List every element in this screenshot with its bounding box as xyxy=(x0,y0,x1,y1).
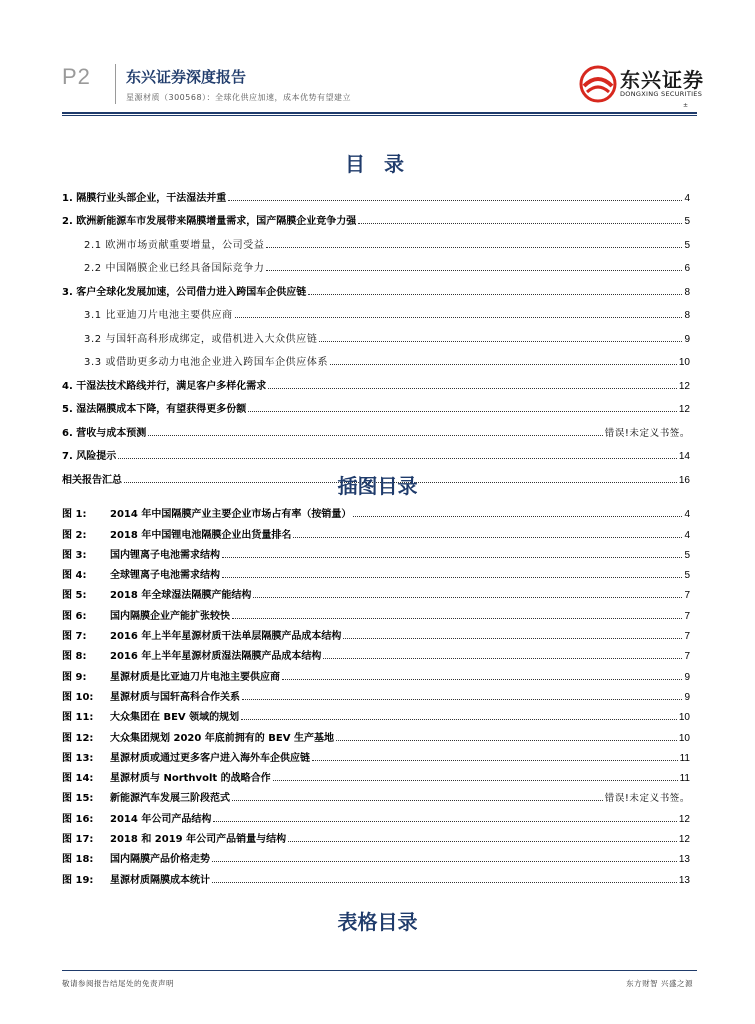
figure-entry[interactable] xyxy=(62,581,690,601)
toc-entry-page: 10 xyxy=(678,357,690,368)
figure-entry-page: 7 xyxy=(684,610,690,622)
dot-leader xyxy=(330,364,677,365)
figure-entry-label: 2018 和 2019 年公司产品销量与结构 xyxy=(110,834,287,846)
dot-leader xyxy=(266,270,682,271)
toc-entry-label: 6. 营收与成本预测 xyxy=(62,427,147,439)
figure-entry-number: 图 8: xyxy=(62,651,87,663)
figure-entry[interactable] xyxy=(62,744,690,764)
figures-list xyxy=(62,500,690,886)
toc-entry-page: 5 xyxy=(684,216,690,227)
toc-entry[interactable] xyxy=(62,227,690,251)
toc-entry-page: 8 xyxy=(684,310,690,321)
figure-entry-label: 大众集团规划 2020 年底前拥有的 BEV 生产基地 xyxy=(110,732,334,744)
figure-entry-number: 图 7: xyxy=(62,631,87,643)
toc-entry-label: 3.2 与国轩高科形成绑定，或借机进入大众供应链 xyxy=(84,333,318,345)
figure-entry-number: 图 2: xyxy=(62,529,87,541)
figure-entry[interactable] xyxy=(62,662,690,682)
figure-entry-page: 12 xyxy=(678,813,690,825)
toc-entry[interactable] xyxy=(62,415,690,439)
toc-entry-page: 错误!未定义书签。 xyxy=(604,427,690,439)
figure-entry-number: 图 9: xyxy=(62,671,87,683)
figure-entry[interactable] xyxy=(62,520,690,540)
dot-leader xyxy=(228,200,682,201)
toc-entry[interactable] xyxy=(62,204,690,228)
figure-entry-number: 图 19: xyxy=(62,874,94,886)
toc-entry-label: 2. 欧洲新能源车市发展带来隔膜增量需求，国产隔膜企业竞争力强 xyxy=(62,216,357,227)
figure-entry-page: 10 xyxy=(678,712,690,724)
dot-leader xyxy=(293,537,682,538)
toc-title: 目 录 xyxy=(345,152,410,176)
figure-entry-number: 图 6: xyxy=(62,610,87,622)
figure-entry-page: 5 xyxy=(684,549,690,561)
figure-entry[interactable] xyxy=(62,500,690,520)
figure-entry-label: 国内锂离子电池需求结构 xyxy=(110,549,220,561)
figure-entry-label: 全球锂离子电池需求结构 xyxy=(110,570,220,582)
figure-entry-number: 图 12: xyxy=(62,732,94,744)
figure-entry-label: 2014 年公司产品结构 xyxy=(110,813,212,825)
dot-leader xyxy=(118,458,677,459)
dot-leader xyxy=(288,841,677,842)
figure-entry[interactable] xyxy=(62,622,690,642)
dot-leader xyxy=(353,516,682,517)
figure-entry-label: 大众集团在 BEV 领域的规划 xyxy=(110,712,240,724)
dot-leader xyxy=(235,317,683,318)
figure-entry-page: 9 xyxy=(684,671,690,683)
dot-leader xyxy=(312,760,678,761)
dot-leader xyxy=(273,780,678,781)
dot-leader xyxy=(268,388,677,389)
figure-entry-page: 9 xyxy=(684,691,690,703)
page-number: P2 xyxy=(62,64,91,89)
figure-entry-page: 5 xyxy=(684,570,690,582)
toc-entry-page: 8 xyxy=(684,286,690,298)
toc-entry[interactable] xyxy=(62,180,690,204)
figure-entry-label: 星源材质与 Northvolt 的战略合作 xyxy=(110,773,271,785)
toc-entry[interactable] xyxy=(62,274,690,298)
toc-entry-page: 9 xyxy=(684,333,690,345)
figure-entry-number: 图 17: xyxy=(62,834,94,846)
toc-entry-page: 4 xyxy=(684,192,690,204)
header-rule-thin xyxy=(62,115,697,116)
figure-entry[interactable] xyxy=(62,683,690,703)
logo-text-en: DONGXING SECURITIES xyxy=(620,90,703,98)
figure-entry-number: 图 11: xyxy=(62,712,94,724)
toc-entry[interactable] xyxy=(62,439,690,463)
figure-entry[interactable] xyxy=(62,541,690,561)
figure-entry-number: 图 14: xyxy=(62,773,94,785)
dot-leader xyxy=(319,341,682,342)
dot-leader xyxy=(242,699,682,700)
toc-list xyxy=(62,180,690,486)
dot-leader xyxy=(212,882,677,883)
dot-leader xyxy=(148,435,603,436)
toc-entry-label: 5. 湿法隔膜成本下降，有望获得更多份额 xyxy=(62,404,247,415)
dot-leader xyxy=(222,557,682,558)
figure-entry-number: 图 5: xyxy=(62,590,87,602)
dot-leader xyxy=(358,223,682,224)
toc-entry-page: 6 xyxy=(684,263,690,274)
figure-entry[interactable] xyxy=(62,723,690,743)
toc-entry[interactable] xyxy=(62,345,690,369)
toc-entry-label: 1. 隔膜行业头部企业，干法湿法并重 xyxy=(62,192,227,204)
header-rule xyxy=(62,112,697,114)
toc-entry-page: 5 xyxy=(684,239,690,251)
figure-entry-label: 国内隔膜产品价格走势 xyxy=(110,854,210,866)
figure-entry[interactable] xyxy=(62,642,690,662)
figure-entry-page: 13 xyxy=(678,854,690,866)
toc-entry-label: 3. 客户全球化发展加速，公司借力进入跨国车企供应链 xyxy=(62,286,307,298)
toc-entry-page: 12 xyxy=(678,404,690,415)
toc-entry-page: 12 xyxy=(678,380,690,392)
figure-entry[interactable] xyxy=(62,784,690,804)
figure-entry[interactable] xyxy=(62,804,690,824)
figure-entry-label: 2018 年中国锂电池隔膜企业出货量排名 xyxy=(110,529,292,541)
toc-entry[interactable] xyxy=(62,392,690,416)
dot-leader xyxy=(266,247,682,248)
figure-entry-label: 星源材质或通过更多客户进入海外车企供应链 xyxy=(110,752,310,764)
toc-entry-page: 16 xyxy=(678,474,690,486)
toc-entry-label: 3.3 或借助更多动力电池企业进入跨国车企供应体系 xyxy=(84,357,329,368)
figure-entry[interactable] xyxy=(62,865,690,885)
figure-entry[interactable] xyxy=(62,764,690,784)
dot-leader xyxy=(241,719,677,720)
figure-entry-label: 星源材质与国轩高科合作关系 xyxy=(110,691,240,703)
figure-entry-page: 13 xyxy=(678,874,690,886)
figure-entry-page: 10 xyxy=(678,732,690,744)
figure-entry-number: 图 3: xyxy=(62,549,87,561)
figure-entry-page: 11 xyxy=(679,773,690,785)
toc-entry[interactable] xyxy=(62,298,690,322)
figure-entry-number: 图 18: xyxy=(62,854,94,866)
dot-leader xyxy=(323,658,682,659)
figure-entry-page: 4 xyxy=(684,509,690,521)
toc-entry-label: 2.1 欧洲市场贡献重要增量，公司受益 xyxy=(84,239,265,251)
dot-leader xyxy=(282,679,682,680)
figure-entry-number: 图 13: xyxy=(62,752,94,764)
figure-entry-page: 7 xyxy=(684,651,690,663)
dot-leader xyxy=(222,577,682,578)
figures-title: 插图目录 xyxy=(337,474,418,498)
figure-entry-label: 星源材质隔膜成本统计 xyxy=(110,874,210,886)
dot-leader xyxy=(343,638,682,639)
figure-entry-label: 国内隔膜企业产能扩张较快 xyxy=(110,610,230,622)
figure-entry-label: 2016 年上半年星源材质湿法隔膜产品成本结构 xyxy=(110,651,322,663)
figure-entry-page: 4 xyxy=(684,529,690,541)
footer-disclaimer: 敬请参阅报告结尾处的免责声明 xyxy=(62,979,174,988)
figure-entry[interactable] xyxy=(62,601,690,621)
figure-entry-label: 2016 年上半年星源材质干法单层隔膜产品成本结构 xyxy=(110,631,342,643)
figure-entry[interactable] xyxy=(62,703,690,723)
figure-entry[interactable] xyxy=(62,845,690,865)
dot-leader xyxy=(336,740,677,741)
header-divider xyxy=(115,64,116,104)
footer-slogan: 东方财智 兴盛之源 xyxy=(626,979,693,988)
dot-leader xyxy=(232,800,603,801)
report-subtitle: 星源材质（300568）：全球化供应加速，成本优势有望建立 xyxy=(126,93,352,102)
figure-entry-number: 图 10: xyxy=(62,691,94,703)
toc-entry-page: 14 xyxy=(678,451,690,462)
toc-entry-label: 7. 风险提示 xyxy=(62,451,117,462)
company-logo xyxy=(576,62,706,106)
figure-entry[interactable] xyxy=(62,825,690,845)
figure-entry-number: 图 1: xyxy=(62,509,87,521)
toc-entry[interactable] xyxy=(62,321,690,345)
header-mark: ± xyxy=(683,102,689,109)
dot-leader xyxy=(308,294,682,295)
toc-entry-label: 4. 干湿法技术路线并行，满足客户多样化需求 xyxy=(62,380,267,392)
figure-entry-page: 7 xyxy=(684,590,690,602)
dot-leader xyxy=(212,861,677,862)
toc-entry[interactable] xyxy=(62,368,690,392)
figure-entry-label: 星源材质是比亚迪刀片电池主要供应商 xyxy=(110,671,280,683)
logo-mark-icon xyxy=(578,64,618,104)
toc-entry-label: 3.1 比亚迪刀片电池主要供应商 xyxy=(84,310,233,321)
figure-entry-page: 11 xyxy=(679,752,690,764)
footer-rule xyxy=(62,970,697,971)
toc-entry[interactable] xyxy=(62,251,690,275)
figure-entry-number: 图 15: xyxy=(62,793,94,805)
figure-entry-page: 错误!未定义书签。 xyxy=(604,793,690,805)
dot-leader xyxy=(232,618,682,619)
toc-entry-label: 2.2 中国隔膜企业已经具备国际竞争力 xyxy=(84,263,265,274)
tables-title: 表格目录 xyxy=(337,910,418,934)
figure-entry-page: 7 xyxy=(684,631,690,643)
report-title: 东兴证券深度报告 xyxy=(126,68,247,86)
figure-entry[interactable] xyxy=(62,561,690,581)
dot-leader xyxy=(248,411,677,412)
figure-entry-label: 2014 年中国隔膜产业主要企业市场占有率（按销量） xyxy=(110,509,352,521)
figure-entry-number: 图 4: xyxy=(62,570,87,582)
logo-text-cn: 东兴证券 xyxy=(620,68,704,92)
toc-entry-label: 相关报告汇总 xyxy=(62,474,122,486)
figure-entry-label: 2018 年全球湿法隔膜产能结构 xyxy=(110,590,252,602)
dot-leader xyxy=(213,821,677,822)
figure-entry-number: 图 16: xyxy=(62,813,94,825)
figure-entry-label: 新能源汽车发展三阶段范式 xyxy=(110,793,230,805)
figure-entry-page: 12 xyxy=(678,834,690,846)
dot-leader xyxy=(253,597,682,598)
page-header xyxy=(0,0,755,120)
